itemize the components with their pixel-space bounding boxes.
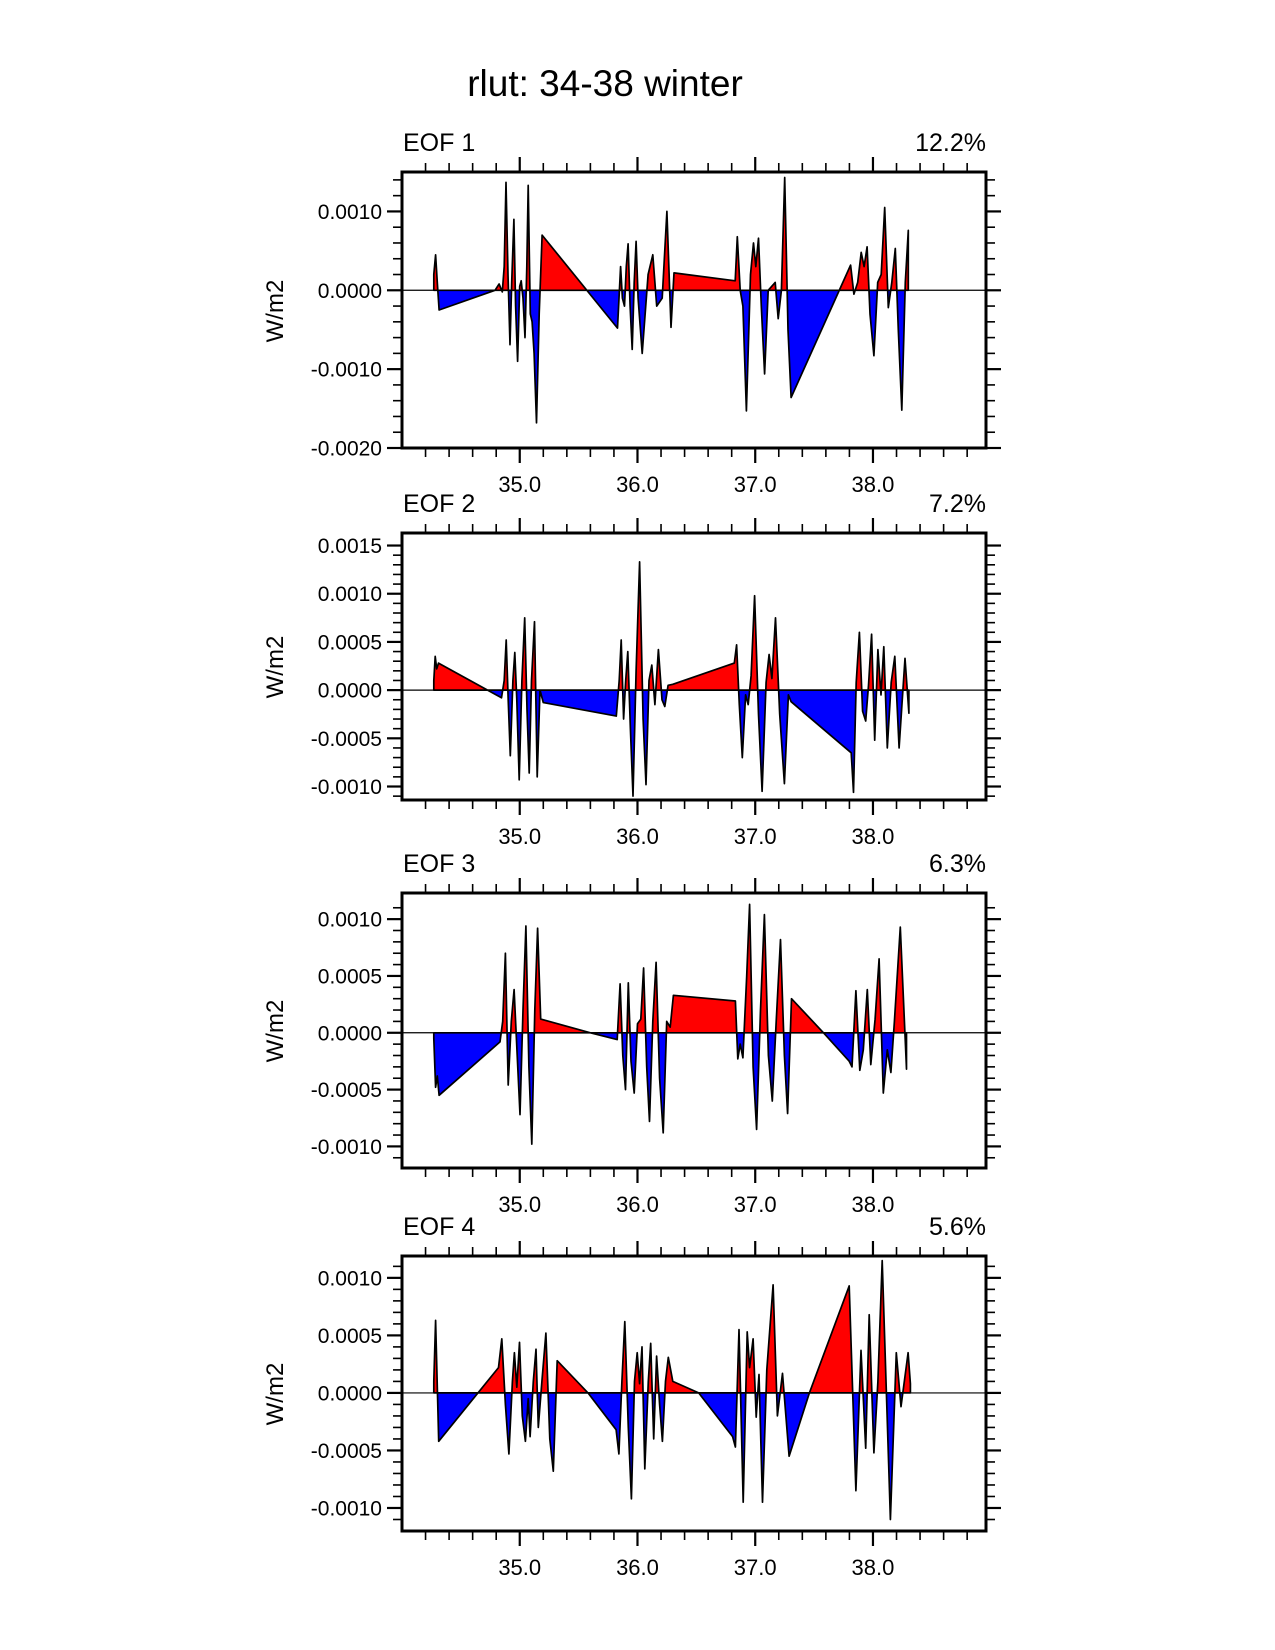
eof1-y-axis-title: W/m2 bbox=[262, 279, 289, 343]
eof3-y-axis-title: W/m2 bbox=[262, 999, 289, 1063]
y-tick-label: 0.0010 bbox=[317, 908, 382, 932]
x-tick-label: 35.0 bbox=[498, 472, 542, 497]
y-tick-label: -0.0005 bbox=[310, 1439, 382, 1463]
x-tick-label: 38.0 bbox=[851, 1555, 895, 1580]
eof1-label: EOF 1 bbox=[403, 129, 476, 157]
x-tick-label: 37.0 bbox=[733, 472, 777, 497]
x-tick-label: 38.0 bbox=[851, 472, 895, 497]
axis-ticks bbox=[387, 518, 1001, 815]
x-tick-label: 35.0 bbox=[498, 824, 542, 849]
eof3-plot bbox=[311, 878, 1001, 1217]
x-tick-label: 35.0 bbox=[498, 1192, 542, 1217]
y-tick-label: 0.0000 bbox=[317, 279, 382, 303]
y-tick-label: -0.0010 bbox=[310, 1497, 382, 1521]
plot-border bbox=[402, 533, 986, 800]
eof4-variance-label: 5.6% bbox=[929, 1213, 986, 1241]
y-tick-label: 0.0010 bbox=[317, 1267, 382, 1291]
y-tick-label: -0.0010 bbox=[310, 776, 382, 800]
x-tick-label: 36.0 bbox=[616, 1192, 659, 1217]
y-tick-label: 0.0005 bbox=[317, 1324, 382, 1348]
y-tick-label: 0.0005 bbox=[317, 965, 382, 989]
x-tick-label: 38.0 bbox=[851, 824, 895, 849]
y-tick-label: -0.0005 bbox=[310, 727, 382, 751]
y-tick-label: -0.0020 bbox=[310, 437, 382, 461]
x-tick-label: 37.0 bbox=[733, 1555, 777, 1580]
y-tick-label: 0.0010 bbox=[317, 583, 382, 607]
x-tick-label: 37.0 bbox=[733, 824, 777, 849]
y-tick-label: 0.0010 bbox=[317, 200, 382, 224]
y-tick-label: 0.0005 bbox=[317, 631, 382, 655]
y-tick-label: -0.0005 bbox=[310, 1079, 382, 1103]
axis-ticks bbox=[387, 157, 1001, 463]
y-tick-label: 0.0015 bbox=[317, 535, 382, 559]
eof4-plot bbox=[311, 1241, 1001, 1580]
y-tick-label: -0.0010 bbox=[310, 358, 382, 382]
series-outline bbox=[434, 562, 909, 796]
y-tick-label: 0.0000 bbox=[317, 1022, 382, 1046]
eof2-label: EOF 2 bbox=[403, 490, 476, 518]
chart-title: rlut: 34-38 winter bbox=[467, 63, 743, 104]
x-tick-label: 36.0 bbox=[616, 1555, 659, 1580]
y-tick-label: -0.0010 bbox=[310, 1135, 382, 1159]
y-tick-label: 0.0000 bbox=[317, 679, 382, 703]
x-tick-label: 35.0 bbox=[498, 1555, 542, 1580]
y-tick-label: 0.0000 bbox=[317, 1382, 382, 1406]
x-tick-label: 37.0 bbox=[733, 1192, 777, 1217]
eof4-label: EOF 4 bbox=[403, 1213, 476, 1241]
x-tick-label: 36.0 bbox=[616, 824, 659, 849]
eof2-plot bbox=[311, 518, 1001, 849]
eof4-y-axis-title: W/m2 bbox=[262, 1362, 289, 1426]
eof1-variance-label: 12.2% bbox=[915, 129, 986, 157]
x-tick-label: 36.0 bbox=[616, 472, 659, 497]
eof1-plot bbox=[311, 157, 1001, 497]
eof2-variance-label: 7.2% bbox=[929, 490, 986, 518]
eof2-y-axis-title: W/m2 bbox=[262, 635, 289, 699]
eof3-label: EOF 3 bbox=[403, 850, 476, 878]
x-tick-label: 38.0 bbox=[851, 1192, 895, 1217]
eof3-variance-label: 6.3% bbox=[929, 850, 986, 878]
